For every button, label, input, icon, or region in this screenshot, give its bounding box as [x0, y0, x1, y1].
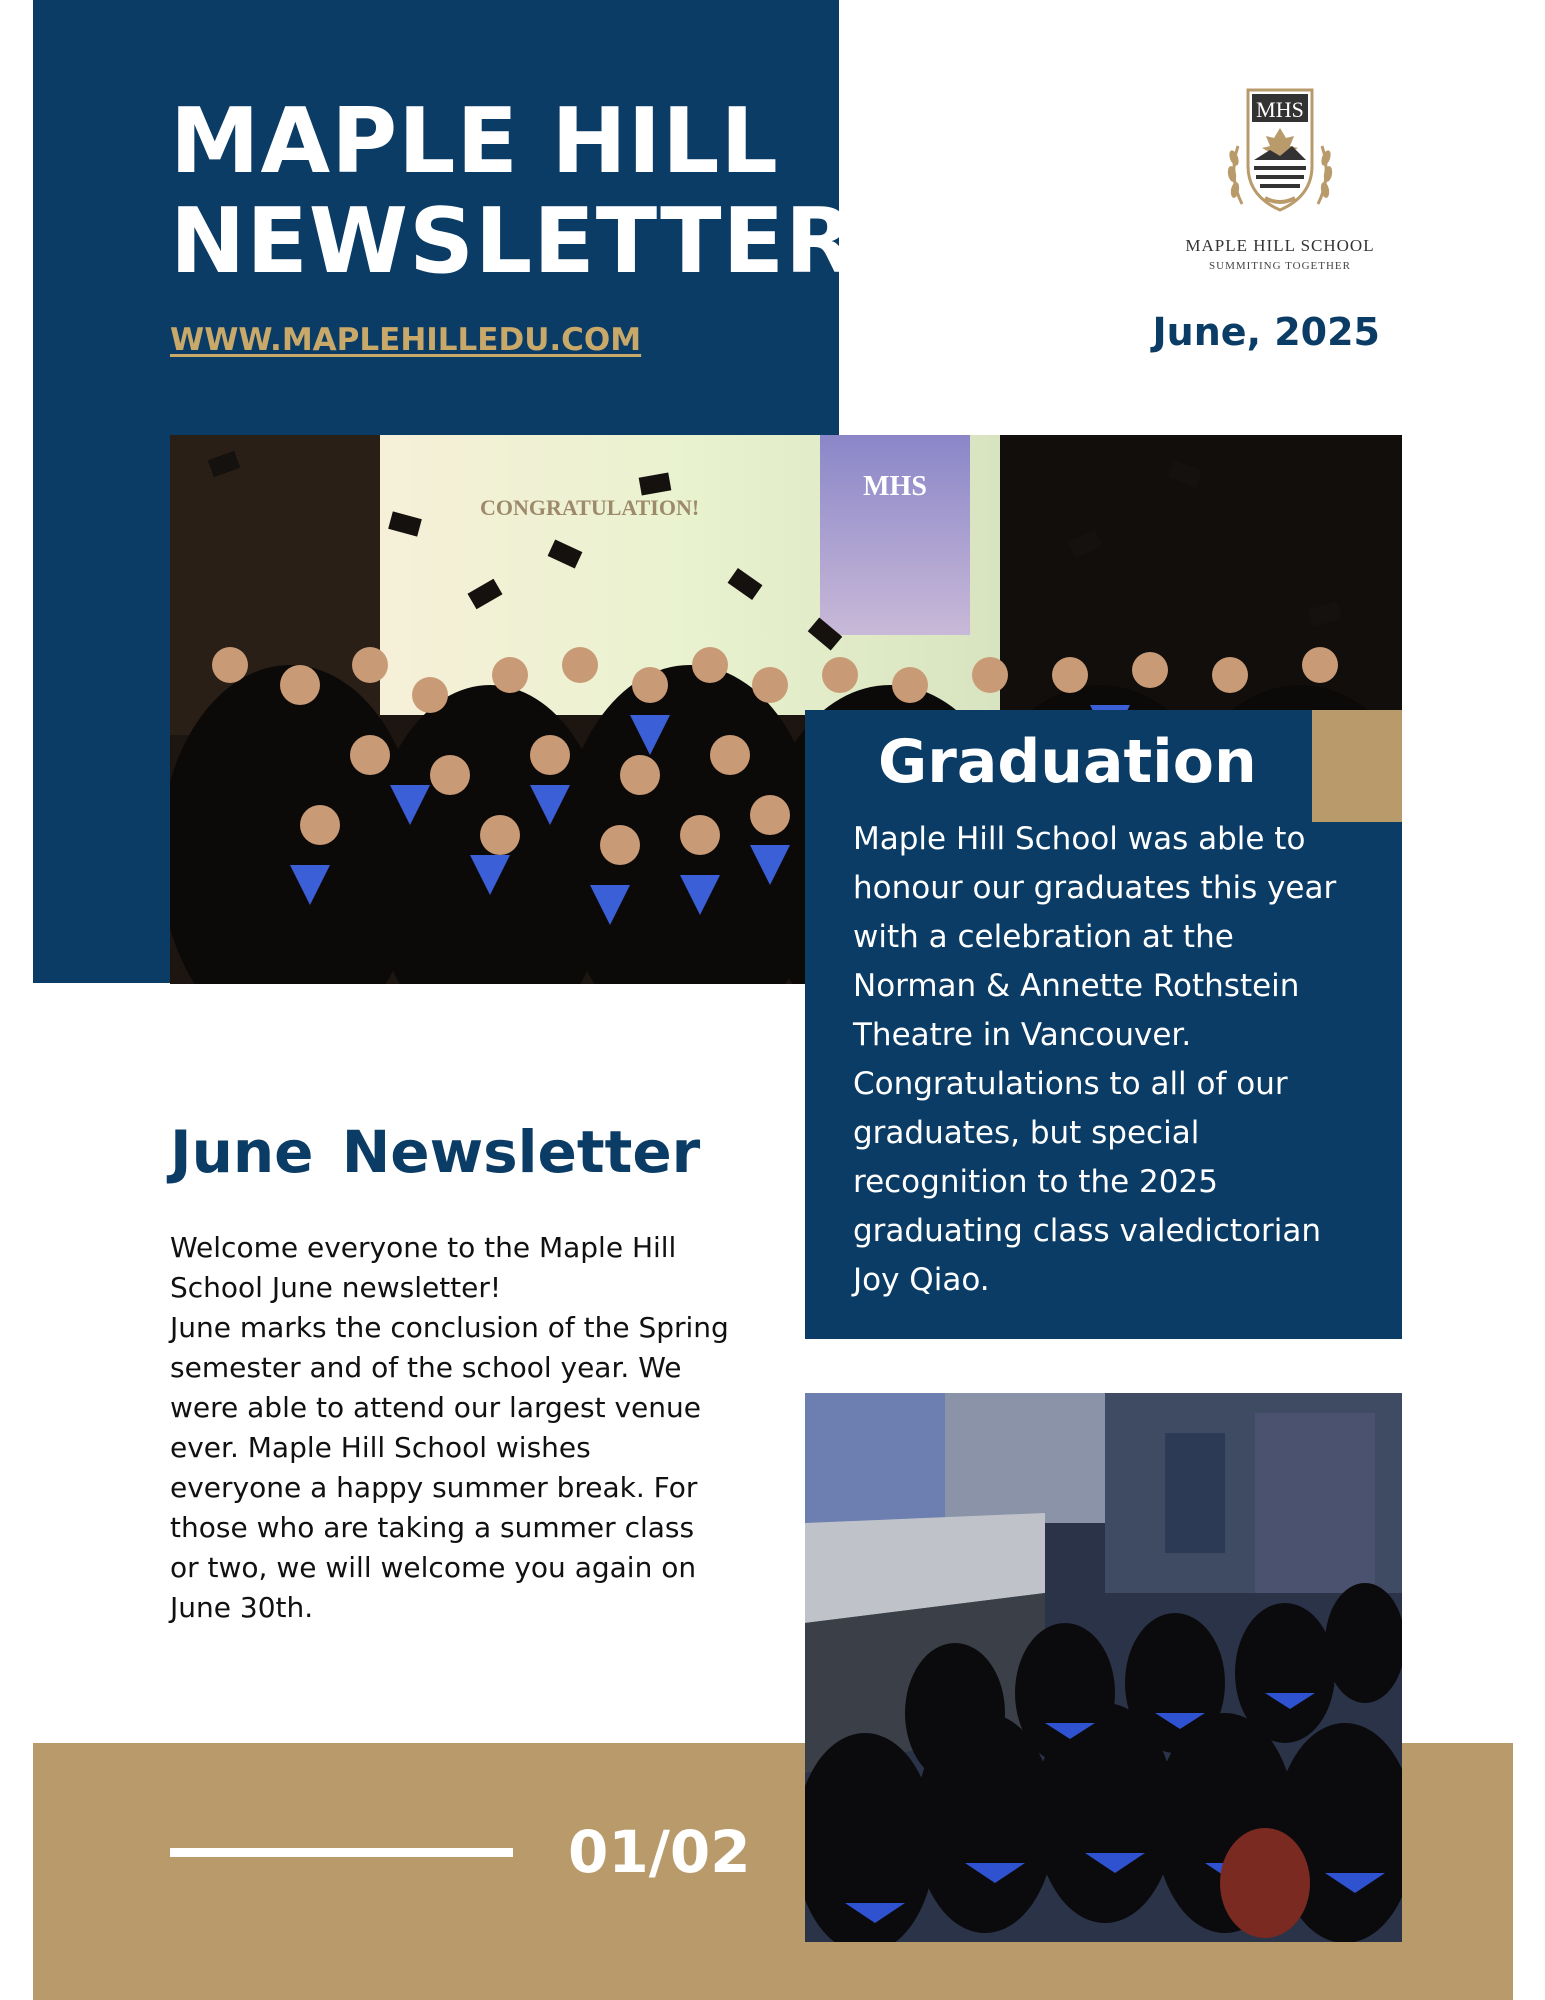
graduation-accent [1312, 710, 1402, 822]
newsletter-paragraph-2: June marks the conclusion of the Spring semester and of the school year. We were able to attend our largest venue ever. Maple Hill School wishes everyone a happy summer break. For those who are taking a summer class or two, we will welcome you again on June 30th. [170, 1311, 729, 1624]
school-logo [1175, 86, 1385, 272]
audience-photo [805, 1393, 1402, 1942]
website-link[interactable]: WWW.MAPLEHILLEDU.COM [170, 322, 642, 358]
school-tagline: SUMMITING TOGETHER [1209, 260, 1351, 272]
graduation-text: Maple Hill School was able to honour our graduates this year with a celebration at the Norman & Annette Rothstein Theatre in Vancouver. Congratulations to all of our graduates, but special recognition to the 2025 graduating class valedictorian Joy Qiao. [853, 821, 1337, 1298]
crest-icon [1220, 86, 1340, 226]
newsletter-title [170, 89, 856, 294]
crest-monogram: MHS [1256, 97, 1304, 122]
school-name: MAPLE HILL SCHOOL [1185, 236, 1375, 255]
flag-monogram: MHS [863, 471, 927, 502]
footer-divider [170, 1848, 513, 1857]
title-line-1: MAPLE HILL [170, 89, 779, 194]
newsletter-paragraph-1: Welcome everyone to the Maple Hill School June newsletter! [170, 1231, 677, 1304]
title-line-2: NEWSLETTER [170, 189, 856, 294]
graduation-title: Graduation [878, 727, 1257, 797]
banner-text: CONGRATULATION! [480, 495, 700, 520]
issue-date: June, 2025 [1152, 310, 1380, 354]
june-newsletter-body [170, 1228, 730, 1628]
june-newsletter-title: June Newsletter [170, 1118, 701, 1186]
page-number: 01/02 [568, 1818, 751, 1886]
